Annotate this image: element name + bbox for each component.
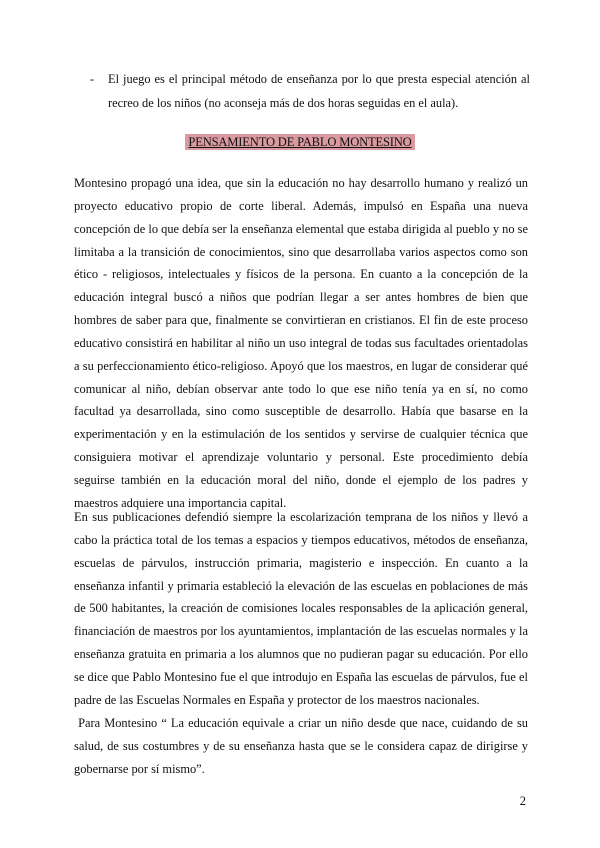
paragraph-1: Montesino propagó una idea, que sin la educación no hay desarrollo humano y realizó un proyecto educativo propio de corte liberal. Además, impulsó en España una nueva concepción de lo que debía ser la enseñanza elemental que estaba dirigida al pueblo y no se limitaba a la transición de conocimientos, sino que desarrollaba varios aspectos como son ético - religiosos, intelectuales y físicos de la persona. En cuanto a la concepción de la educación integral buscó a niños que podrían llegar a ser antes hombres de bien que hombres de saber para que, finalmente se convirtieran en cristianos. El fin de este proceso educativo consistirá en habilitar al niño un uso integral de todas sus facultades orientadolas a su perfeccionamiento ético-religioso. Apoyó que los maestros, en lugar de considerar qué comunicar al niño, debían observar ante todo lo que ese niño tenía ya en sí, no como facultad ya desarrollada, sino como susceptible de desarrollo. Había que basarse en la experimentación y en la estimulación de los sentidos y servirse de cualquier técnica que consiguiera motivar el aprendizaje voluntario y personal. Este procedimiento debía seguirse también en la educación moral del niño, donde el ejemplo de los padres y maestros adquiere una importancia capital. [74, 176, 528, 510]
bullet-marker: - [90, 72, 95, 86]
bullet-item [90, 68, 530, 115]
section-heading-text: PENSAMIENTO DE PABLO MONTESINO [185, 134, 414, 150]
paragraph-3-quote: Para Montesino “ La educación equivale a criar un niño desde que nace, cuidando de su salud, de sus costumbres y de su enseñanza hasta que se le considera capaz de dirigirse y gobernarse por sí mismo”. [74, 716, 528, 776]
paragraph-2: En sus publicaciones defendió siempre la escolarización temprana de los niños y llevó a cabo la práctica total de los temas a espacios y tiempos educativos, métodos de enseñanza, escuelas de párvulos, instrucción primaria, magisterio e inspección. En cuanto a la enseñanza infantil y primaria estableció la elevación de las escuelas en poblaciones de más de 500 habitantes, la creación de comisiones locales responsables de la aplicación general, financiación de maestros por los ayuntamientos, implantación de las escuelas normales y la enseñanza gratuita en primaria a los alumnos que no pudieran pagar su educación. Por ello se dice que Pablo Montesino fue el que introdujo en España las escuelas de párvulos, fue el padre de las Escuelas Normales en España y protector de los maestros nacionales. [74, 510, 528, 707]
bullet-text: El juego es el principal método de enseñanza por lo que presta especial atención al recreo de los niños (no aconseja más de dos horas seguidas en el aula). [108, 72, 530, 110]
section-heading [0, 133, 600, 151]
page-number: 2 [519, 794, 526, 808]
